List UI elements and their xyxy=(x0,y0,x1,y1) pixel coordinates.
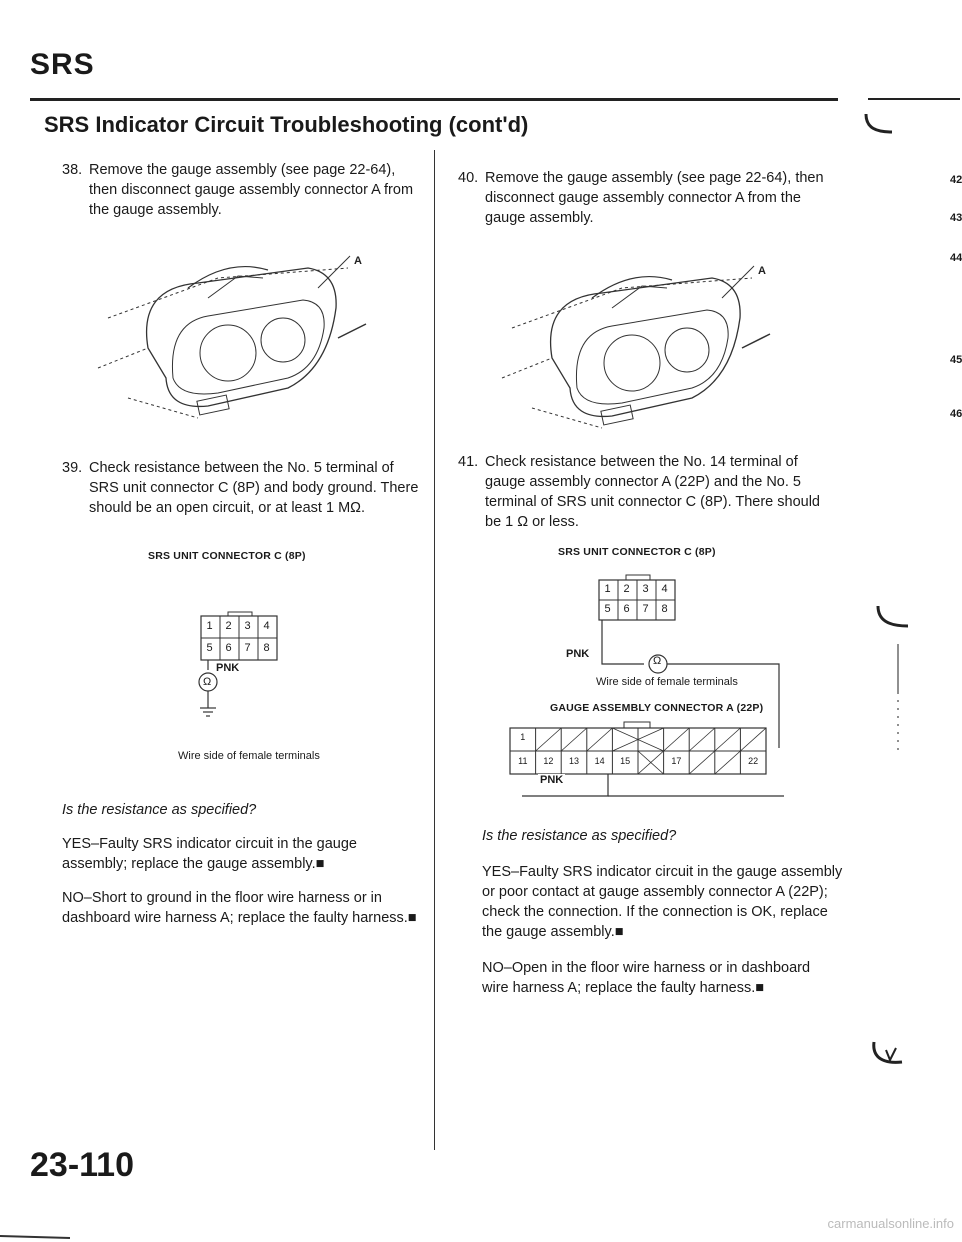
section-title: SRS xyxy=(30,48,95,81)
column-divider xyxy=(434,150,435,1150)
yes-answer: YES–Faulty SRS indicator circuit in the gauge assembly or poor contact at gauge assembly connector A (22P); check the connection. If the connection is OK, replace the gauge assembly.■ xyxy=(482,864,843,940)
terminal-row-1 xyxy=(598,583,678,595)
terminal: 1 xyxy=(206,620,213,632)
gauge-terminal-row-2 xyxy=(510,756,766,766)
terminal: 12 xyxy=(543,756,554,766)
terminal: 3 xyxy=(244,620,251,632)
edge-number: 45 xyxy=(950,354,962,366)
terminal: 5 xyxy=(604,603,611,615)
edge-number: 46 xyxy=(950,408,962,420)
connector-title: SRS UNIT CONNECTOR C (8P) xyxy=(558,546,716,558)
step-41: 41. Check resistance between the No. 14 terminal of gauge assembly connector A (22P) and the No. 5 terminal of SRS unit connector C (8P). There should be 1 Ω or less. xyxy=(458,454,821,530)
terminal: 6 xyxy=(623,603,630,615)
yes-answer: YES–Faulty SRS indicator circuit in the gauge assembly; replace the gauge assembly.■ xyxy=(62,836,357,872)
terminal: 7 xyxy=(642,603,649,615)
wire-side-caption: Wire side of female terminals xyxy=(596,676,738,688)
terminal: 8 xyxy=(263,642,270,654)
terminal: 22 xyxy=(748,756,759,766)
header-rule xyxy=(30,98,838,101)
wire-color-label: PNK xyxy=(216,662,240,674)
edge-number: 42 xyxy=(950,174,962,186)
terminal-row-1 xyxy=(200,620,280,632)
ohm-symbol: Ω xyxy=(653,655,662,667)
step-38: 38. Remove the gauge assembly (see page 22-64), then disconnect gauge assembly connector A from the gauge assembly. xyxy=(62,162,414,218)
terminal: 8 xyxy=(661,603,668,615)
ohm-symbol: Ω xyxy=(203,676,212,688)
terminal: 1 xyxy=(604,583,611,595)
gauge-assembly-illustration xyxy=(492,238,792,438)
terminal xyxy=(715,756,741,766)
terminal: 4 xyxy=(263,620,270,632)
terminal: 5 xyxy=(206,642,213,654)
terminal: 6 xyxy=(225,642,232,654)
terminal-row-2 xyxy=(598,603,678,615)
terminal: 14 xyxy=(594,756,605,766)
page-heading: SRS Indicator Circuit Troubleshooting (cont'd) xyxy=(44,112,529,137)
no-answer: NO–Short to ground in the floor wire harness or in dashboard wire harness A; replace the faulty harness.■ xyxy=(62,890,417,926)
figure-label-a: A xyxy=(758,265,766,277)
flow-arrow-icon xyxy=(874,604,914,764)
wire-side-caption: Wire side of female terminals xyxy=(178,750,320,762)
terminal: 7 xyxy=(244,642,251,654)
flow-arrow-icon xyxy=(868,1040,908,1070)
terminal: 3 xyxy=(642,583,649,595)
edge-number: 43 xyxy=(950,212,962,224)
gauge-assembly-illustration xyxy=(88,228,388,428)
terminal xyxy=(638,756,664,766)
terminal: 13 xyxy=(568,756,579,766)
step-40: 40. Remove the gauge assembly (see page 22-64), then disconnect gauge assembly connector A from the gauge assembly. xyxy=(458,170,824,226)
terminal: 4 xyxy=(661,583,668,595)
terminal: 1 xyxy=(520,732,526,742)
gauge-wire-color-label: PNK xyxy=(540,774,564,786)
question: Is the resistance as specified? xyxy=(482,828,677,844)
terminal: 11 xyxy=(518,756,528,766)
gauge-terminal-row-1 xyxy=(510,732,766,742)
corner-mark-icon xyxy=(862,112,898,136)
step-39: 39. Check resistance between the No. 5 terminal of SRS unit connector C (8P) and body ground. There should be an open circuit, or at least 1 MΩ. xyxy=(62,460,419,516)
figure-label-a: A xyxy=(354,255,362,267)
watermark: carmanualsonline.info xyxy=(827,1216,954,1231)
gauge-connector-title: GAUGE ASSEMBLY CONNECTOR A (22P) xyxy=(550,702,764,714)
page-number: 23-110 xyxy=(30,1146,134,1184)
question: Is the resistance as specified? xyxy=(62,802,257,818)
edge-number: 44 xyxy=(950,252,962,264)
header-rule-right xyxy=(868,98,960,100)
terminal: 2 xyxy=(623,583,630,595)
no-answer: NO–Open in the floor wire harness or in dashboard wire harness A; replace the faulty harness.■ xyxy=(482,960,811,996)
connector-title: SRS UNIT CONNECTOR C (8P) xyxy=(148,550,306,562)
terminal-row-2 xyxy=(200,642,280,654)
terminal: 17 xyxy=(671,756,682,766)
page-corner-mark xyxy=(0,1226,100,1242)
wire-color-label: PNK xyxy=(566,648,590,660)
terminal: 2 xyxy=(225,620,232,632)
terminal: 15 xyxy=(620,756,631,766)
terminal xyxy=(689,756,715,766)
